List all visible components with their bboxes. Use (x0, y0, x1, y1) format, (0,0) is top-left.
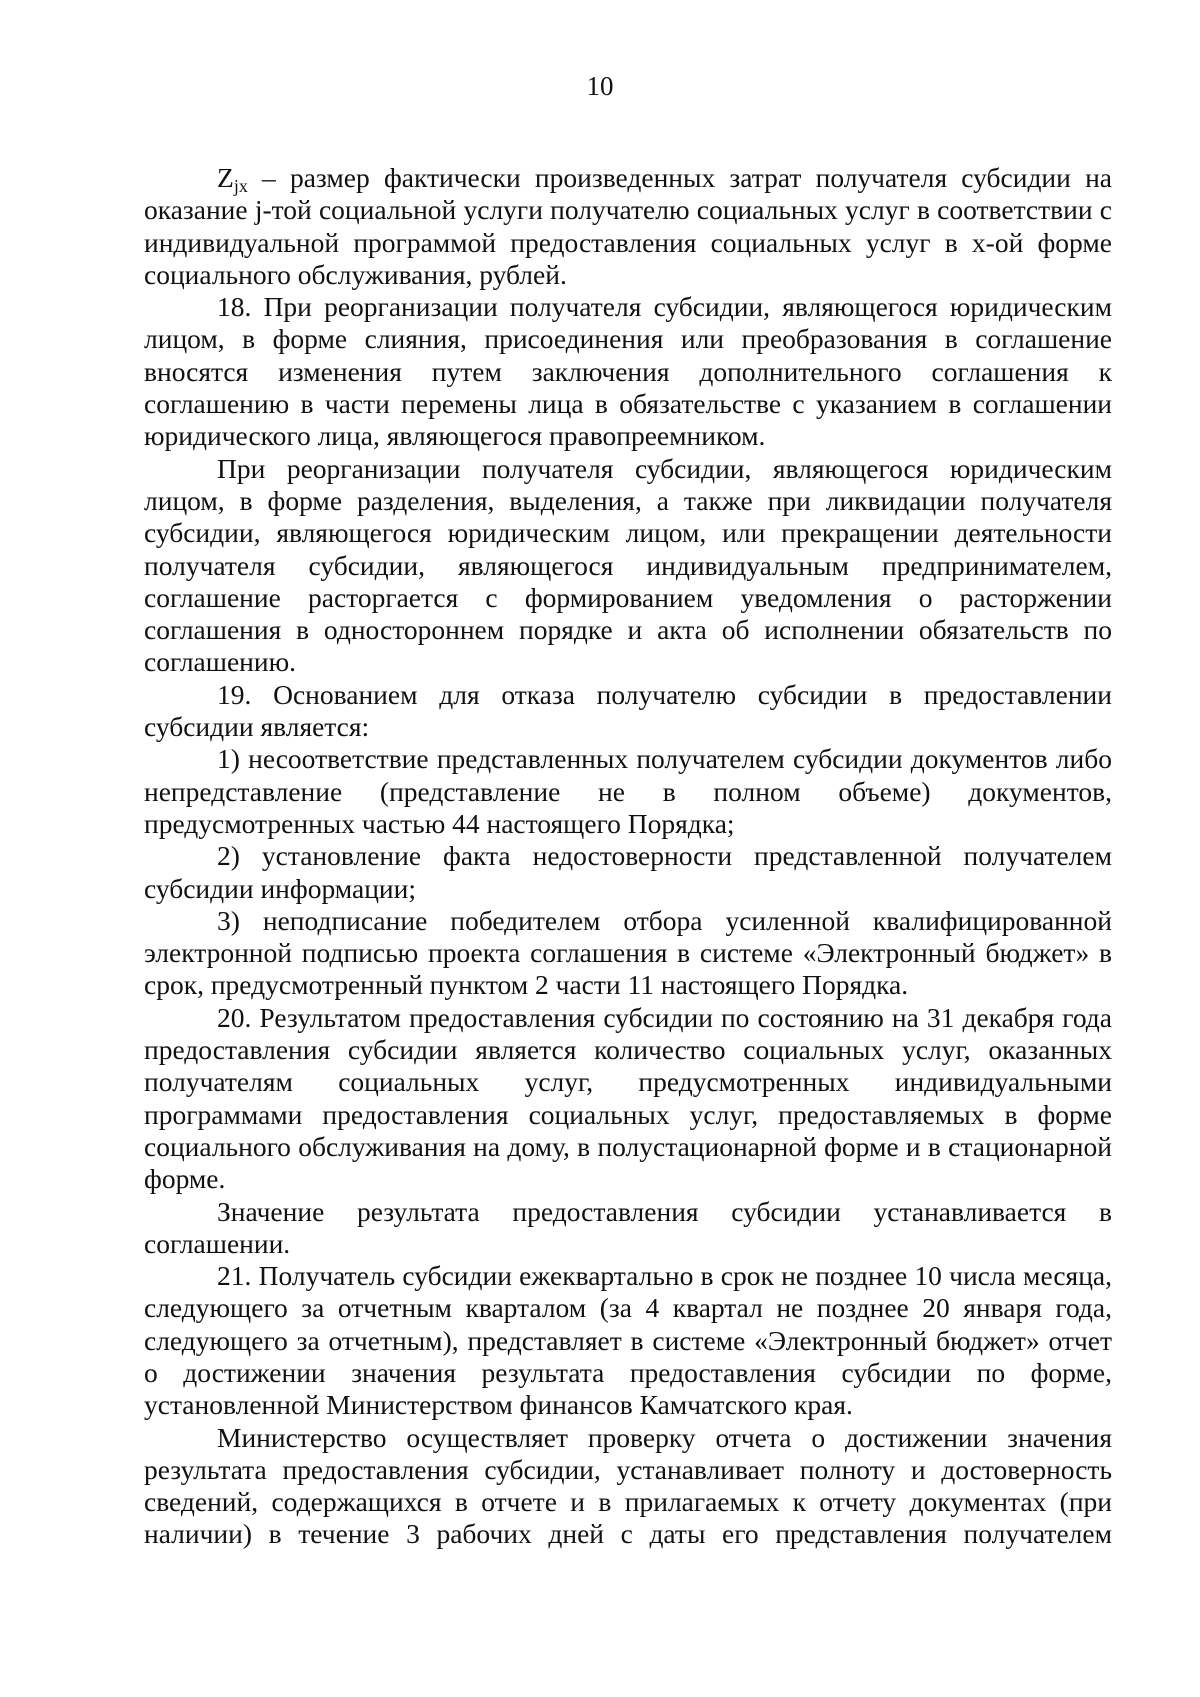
page-number: 10 (586, 71, 614, 101)
paragraph-zix-definition (144, 162, 1112, 291)
paragraph-18: 18. При реорганизации получателя субсидии, являющегося юридическим лицом, в форме слияния, присоединения или преобразования в соглашение вносятся изменения путем заключения дополнительного соглашения к соглашению в части перемены лица в обязательстве с указанием в соглашении юридического лица, являющегося правопреемником. (144, 291, 1112, 452)
document-body (144, 162, 1112, 1551)
zix-definition-text: – размер фактически произведенных затрат получателя субсидии на оказание j-той социальной услуги получателю социальных услуг в соответствии с индивидуальной программой предоставления социальных услуг в х-ой форме социального обслуживания, рублей. (144, 162, 1112, 290)
paragraph-19: 19. Основанием для отказа получателю субсидии в предоставлении субсидии является: (144, 678, 1112, 743)
paragraph-19-item-1: 1) несоответствие представленных получателем субсидии документов либо непредставление (представление не в полном объеме) документов, предусмотренных частью 44 настоящего Порядка; (144, 743, 1112, 839)
paragraph-19-item-2: 2) установление факта недостоверности представленной получателем субсидии информации; (144, 840, 1112, 904)
paragraph-20: 20. Результатом предоставления субсидии по состоянию на 31 декабря года предоставления субсидии является количество социальных услуг, оказанных получателям социальных услуг, предусмотренных индивидуальными программами предоставления социальных услуг, предоставляемых в форме социального обслуживания на дому, в полустационарной форме и в стационарной форме. (144, 1001, 1112, 1195)
paragraph-18-reorganization: При реорганизации получателя субсидии, являющегося юридическим лицом, в форме разделения, выделения, а также при ликвидации получателя субсидии, являющегося юридическим лицом, или прекращении деятельности получателя субсидии, являющегося индивидуальным предпринимателем, соглашение расторгается с формированием уведомления о расторжении соглашения в одностороннем порядке и акта об исполнении обязательств по соглашению. (144, 452, 1112, 678)
paragraph-21-ministry-check: Министерство осуществляет проверку отчета о достижении значения результата предоставления субсидии, устанавливает полноту и достоверность сведений, содержащихся в отчете и в прилагаемых к отчету документах (при наличии) в течение 3 рабочих дней с даты его представления получателем (144, 1421, 1112, 1550)
zix-subscript: jx (233, 176, 248, 196)
paragraph-19-item-3: 3) неподписание победителем отбора усиленной квалифицированной электронной подписью проекта соглашения в системе «Электронный бюджет» в срок, предусмотренный пунктом 2 части 11 настоящего Порядка. (144, 904, 1112, 1001)
paragraph-20-result-value: Значение результата предоставления субсидии устанавливается в соглашении. (144, 1195, 1112, 1259)
paragraph-21: 21. Получатель субсидии ежеквартально в срок не позднее 10 числа месяца, следующего за отчетным кварталом (за 4 квартал не позднее 20 января года, следующего за отчетным), представляет в системе «Электронный бюджет» отчет о достижении значения результата предоставления субсидии по форме, установленной Министерством финансов Камчатского края. (144, 1260, 1112, 1421)
zix-variable: Z (217, 162, 234, 193)
